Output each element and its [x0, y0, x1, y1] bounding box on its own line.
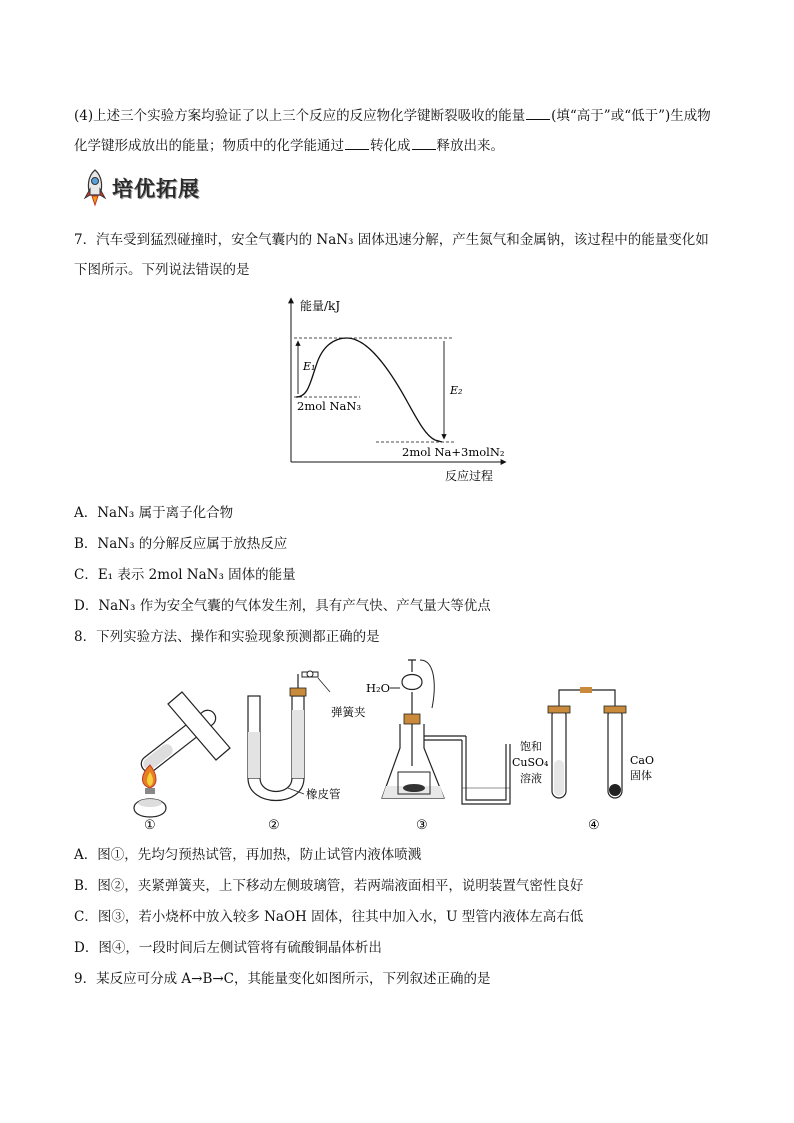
e2-label: E₂: [450, 384, 463, 397]
energy-diagram: [270, 290, 520, 485]
spring-clip-label: 弹簧夹: [331, 705, 366, 719]
apparatus-figures: [120, 648, 680, 833]
sat-label-3: 溶液: [520, 772, 542, 785]
fig1-label: ①: [144, 818, 156, 833]
answer-blank: [526, 107, 550, 120]
tube-holder: [168, 692, 230, 760]
x-axis-label: 反应过程: [445, 469, 494, 483]
answer-blank: [412, 137, 436, 150]
rubber-tube-label: 橡皮管: [306, 787, 341, 801]
figure-2-u-tube: [248, 671, 366, 833]
energy-curve: [296, 338, 442, 442]
q8-option-c: C．图③，若小烧杯中放入较多 NaOH 固体，往其中加入水，U 型管内液体左高右低: [74, 909, 584, 925]
section-title: 培优拓展: [112, 177, 200, 201]
y-axis-label: 能量/kJ: [300, 299, 341, 313]
q8-stem: 8．下列实验方法、操作和实验现象预测都正确的是: [74, 629, 380, 645]
water-label: H₂O: [366, 681, 391, 695]
e1-label: E₁: [303, 360, 316, 373]
figure-1-heating-tube: [134, 692, 230, 833]
q6-part4-line2: [74, 134, 504, 154]
section-header: [82, 168, 200, 208]
q7-option-a: A．NaN₃ 属于离子化合物: [74, 505, 234, 521]
answer-blank: [345, 137, 369, 150]
reactant-label: 2mol NaN₃: [297, 399, 362, 413]
fig4-label: ④: [588, 818, 600, 833]
q8-option-a: A．图①，先均匀预热试管，再加热，防止试管内液体喷溅: [74, 847, 422, 863]
q6-text: 转化成: [370, 138, 411, 154]
figure-4-two-tubes: [512, 687, 654, 833]
q7-option-b: B．NaN₃ 的分解反应属于放热反应: [74, 536, 288, 552]
q6-text: 化学键形成放出的能量；物质中的化学能通过: [74, 138, 344, 154]
q6-text: (填“高于”或“低于”)生成物: [551, 108, 711, 124]
figure-3-flask: [366, 660, 510, 833]
fig2-label: ②: [268, 818, 280, 833]
q7-option-d: D．NaN₃ 作为安全气囊的气体发生剂，具有产气快、产气量大等优点: [74, 598, 491, 614]
q6-part4-line1: [74, 104, 711, 124]
q7-option-c: C．E₁ 表示 2mol NaN₃ 固体的能量: [74, 567, 296, 583]
q8-option-d: D．图④，一段时间后左侧试管将有硫酸铜晶体析出: [74, 940, 382, 956]
q7-stem-line1: 7．汽车受到猛烈碰撞时，安全气囊内的 NaN₃ 固体迅速分解，产生氮气和金属钠，该过程中的能量变化如: [74, 232, 709, 248]
q6-text: 释放出来。: [436, 138, 504, 154]
fig3-label: ③: [416, 818, 428, 833]
q9-stem: 9．某反应可分成 A→B→C，其能量变化如图所示，下列叙述正确的是: [74, 971, 491, 987]
sat-label-2: CuSO₄: [512, 756, 549, 769]
q7-stem-line2: 下图所示。下列说法错误的是: [74, 262, 250, 278]
q8-option-b: B．图②，夹紧弹簧夹，上下移动左侧玻璃管，若两端液面相平，说明装置气密性良好: [74, 878, 584, 894]
product-label: 2mol Na+3molN₂: [402, 445, 505, 459]
sat-label-1: 饱和: [520, 740, 542, 753]
cao-label-2: 固体: [630, 769, 652, 782]
rocket-icon: [82, 168, 108, 208]
q6-text: (4)上述三个实验方案均验证了以上三个反应的反应物化学键断裂吸收的能量: [74, 108, 526, 124]
cao-label-1: CaO: [630, 754, 654, 767]
